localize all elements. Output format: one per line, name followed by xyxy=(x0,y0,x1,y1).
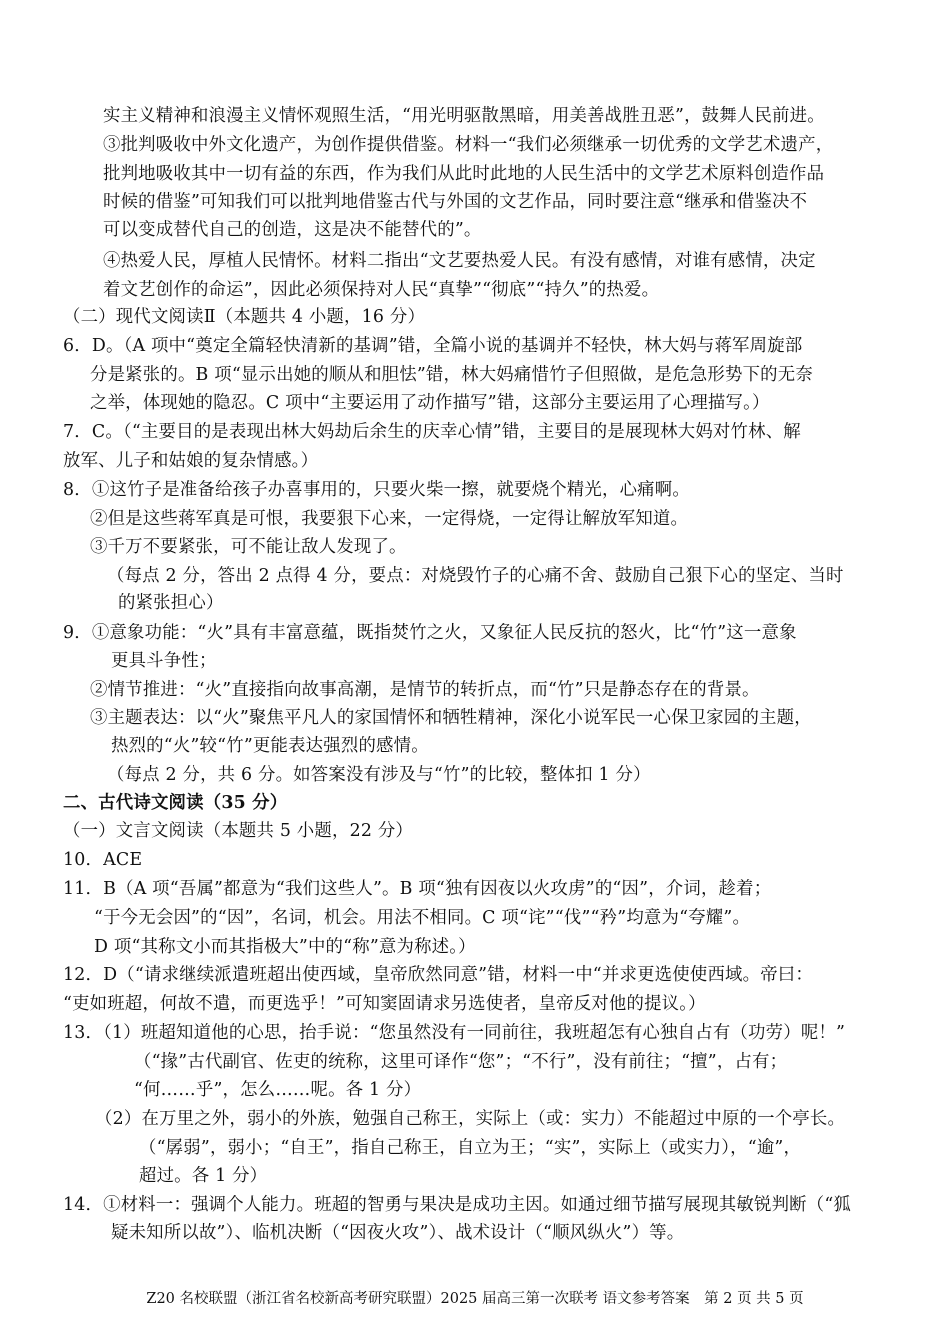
text-line: （每点 2 分，答出 2 点得 4 分，要点：对烧毁竹子的心痛不舍、鼓励自己狠下心的坚定、当时 xyxy=(107,566,844,586)
text-line: ③主题表达：以“火”聚焦平凡人的家国情怀和牺牲精神，深化小说军民一心保卫家园的主题， xyxy=(90,708,812,728)
page-footer: Z20 名校联盟（浙江省名校新高考研究联盟）2025 届高三第一次联考 语文参考答案 第 2 页 共 5 页 xyxy=(146,1291,804,1307)
text-line: ③批判吸收中外文化遗产，为创作提供借鉴。材料一“我们必须继承一切优秀的文学艺术遗产， xyxy=(103,135,834,155)
text-line: 热烈的“火”较“竹”更能表达强烈的感情。 xyxy=(111,736,429,756)
text-line: 分是紧张的。B 项“显示出她的顺从和胆怯”错，林大妈痛惜竹子但照做，是危急形势下的无奈 xyxy=(90,365,813,385)
answer-item: 8．①这竹子是准备给孩子办喜事用的，只要火柴一擦，就要烧个精光，心痛啊。 xyxy=(63,480,690,500)
section-heading: （二）现代文阅读Ⅱ（本题共 4 小题，16 分） xyxy=(63,307,426,327)
answer-item: 9．①意象功能：“火”具有丰富意蕴，既指焚竹之火，又象征人民反抗的怒火，比“竹”这一意象 xyxy=(63,623,797,643)
text-line: 实主义精神和浪漫主义情怀观照生活，“用光明驱散黑暗，用美善战胜丑恶”，鼓舞人民前进。 xyxy=(103,106,825,126)
text-line: 可以变成替代自己的创造，这是决不能替代的”。 xyxy=(103,220,482,240)
answer-item: 7．C。（“主要目的是表现出林大妈劫后余生的庆幸心情”错，主要目的是展现林大妈对竹林、解 xyxy=(63,422,801,442)
text-line: （2）在万里之外，弱小的外族，勉强自己称王，实际上（或：实力）不能超过中原的一个亭长。 xyxy=(95,1109,846,1129)
text-line: 之举，体现她的隐忍。C 项中“主要运用了动作描写”错，这部分主要运用了心理描写。） xyxy=(90,393,770,413)
text-line: 放军、儿子和姑娘的复杂情感。） xyxy=(63,451,319,471)
text-line: “于今无会因”的“因”，名词，机会。用法不相同。C 项“诧”“伐”“矜”均意为“夸耀”。 xyxy=(94,908,751,928)
text-line: 时候的借鉴”可知我们可以批判地借鉴古代与外国的文艺作品，同时要注意“继承和借鉴决不 xyxy=(103,192,808,212)
answer-item: 13．（1）班超知道他的心思，抬手说：“您虽然没有一同前往，我班超怎有心独自占有（功劳）呢！” xyxy=(63,1023,846,1043)
text-line: 的紧张担心） xyxy=(118,593,224,613)
text-line: ②情节推进：“火”直接指向故事高潮，是情节的转折点，而“竹”只是静态存在的背景。 xyxy=(90,680,760,700)
text-line: 疑未知所以故”）、临机决断（“因夜火攻”）、战术设计（“顺风纵火”）等。 xyxy=(111,1223,685,1243)
answer-item: 11．B（A 项“吾属”都意为“我们这些人”。B 项“独有因夜以火攻虏”的“因”，介词，趁着； xyxy=(63,879,772,899)
answer-item: 6．D。（A 项中“奠定全篇轻快清新的基调”错，全篇小说的基调并不轻快，林大妈与蒋军周旋部 xyxy=(63,336,803,356)
answer-item: 14．①材料一：强调个人能力。班超的智勇与果决是成功主因。如通过细节描写展现其敏锐判断（“狐 xyxy=(63,1195,852,1215)
text-line: （“孱弱”，弱小；“自王”，指自己称王，自立为王；“实”，实际上（或实力），“逾”， xyxy=(139,1138,802,1158)
text-line: “吏如班超，何故不遣，而更选乎！”可知窦固请求另选使者，皇帝反对他的提议。） xyxy=(63,994,706,1014)
answer-item: 12．D（“请求继续派遣班超出使西域，皇帝欣然同意”错，材料一中“并求更选使使西域。帝曰： xyxy=(63,965,813,985)
text-line: ④热爱人民，厚植人民情怀。材料二指出“文艺要热爱人民。有没有感情，对谁有感情，决定 xyxy=(103,251,816,271)
answer-item: 10．ACE xyxy=(63,850,143,870)
text-line: （“掾”古代副官、佐吏的统称，这里可译作“您”；“不行”，没有前往；“擅”，占有； xyxy=(134,1052,788,1072)
text-line: ③千万不要紧张，可不能让敌人发现了。 xyxy=(90,537,407,557)
text-line: 更具斗争性； xyxy=(111,651,217,671)
section-heading: （一）文言文阅读（本题共 5 小题，22 分） xyxy=(63,821,414,841)
section-heading: 二、古代诗文阅读（35 分） xyxy=(63,793,288,813)
text-line: “何……乎”，怎么……呢。各 1 分） xyxy=(134,1080,422,1100)
text-line: （每点 2 分，共 6 分。如答案没有涉及与“竹”的比较，整体扣 1 分） xyxy=(107,765,651,785)
text-line: 超过。各 1 分） xyxy=(139,1166,268,1186)
text-line: ②但是这些蒋军真是可恨，我要狠下心来，一定得烧，一定得让解放军知道。 xyxy=(90,509,689,529)
text-line: 批判地吸收其中一切有益的东西，作为我们从此时此地的人民生活中的文学艺术原料创造作品 xyxy=(103,164,825,184)
text-line: D 项“其称文小而其指极大”中的“称”意为称述。） xyxy=(94,937,476,957)
text-line: 着文艺创作的命运”，因此必须保持对人民“真挚”“彻底”“持久”的热爱。 xyxy=(103,280,660,300)
